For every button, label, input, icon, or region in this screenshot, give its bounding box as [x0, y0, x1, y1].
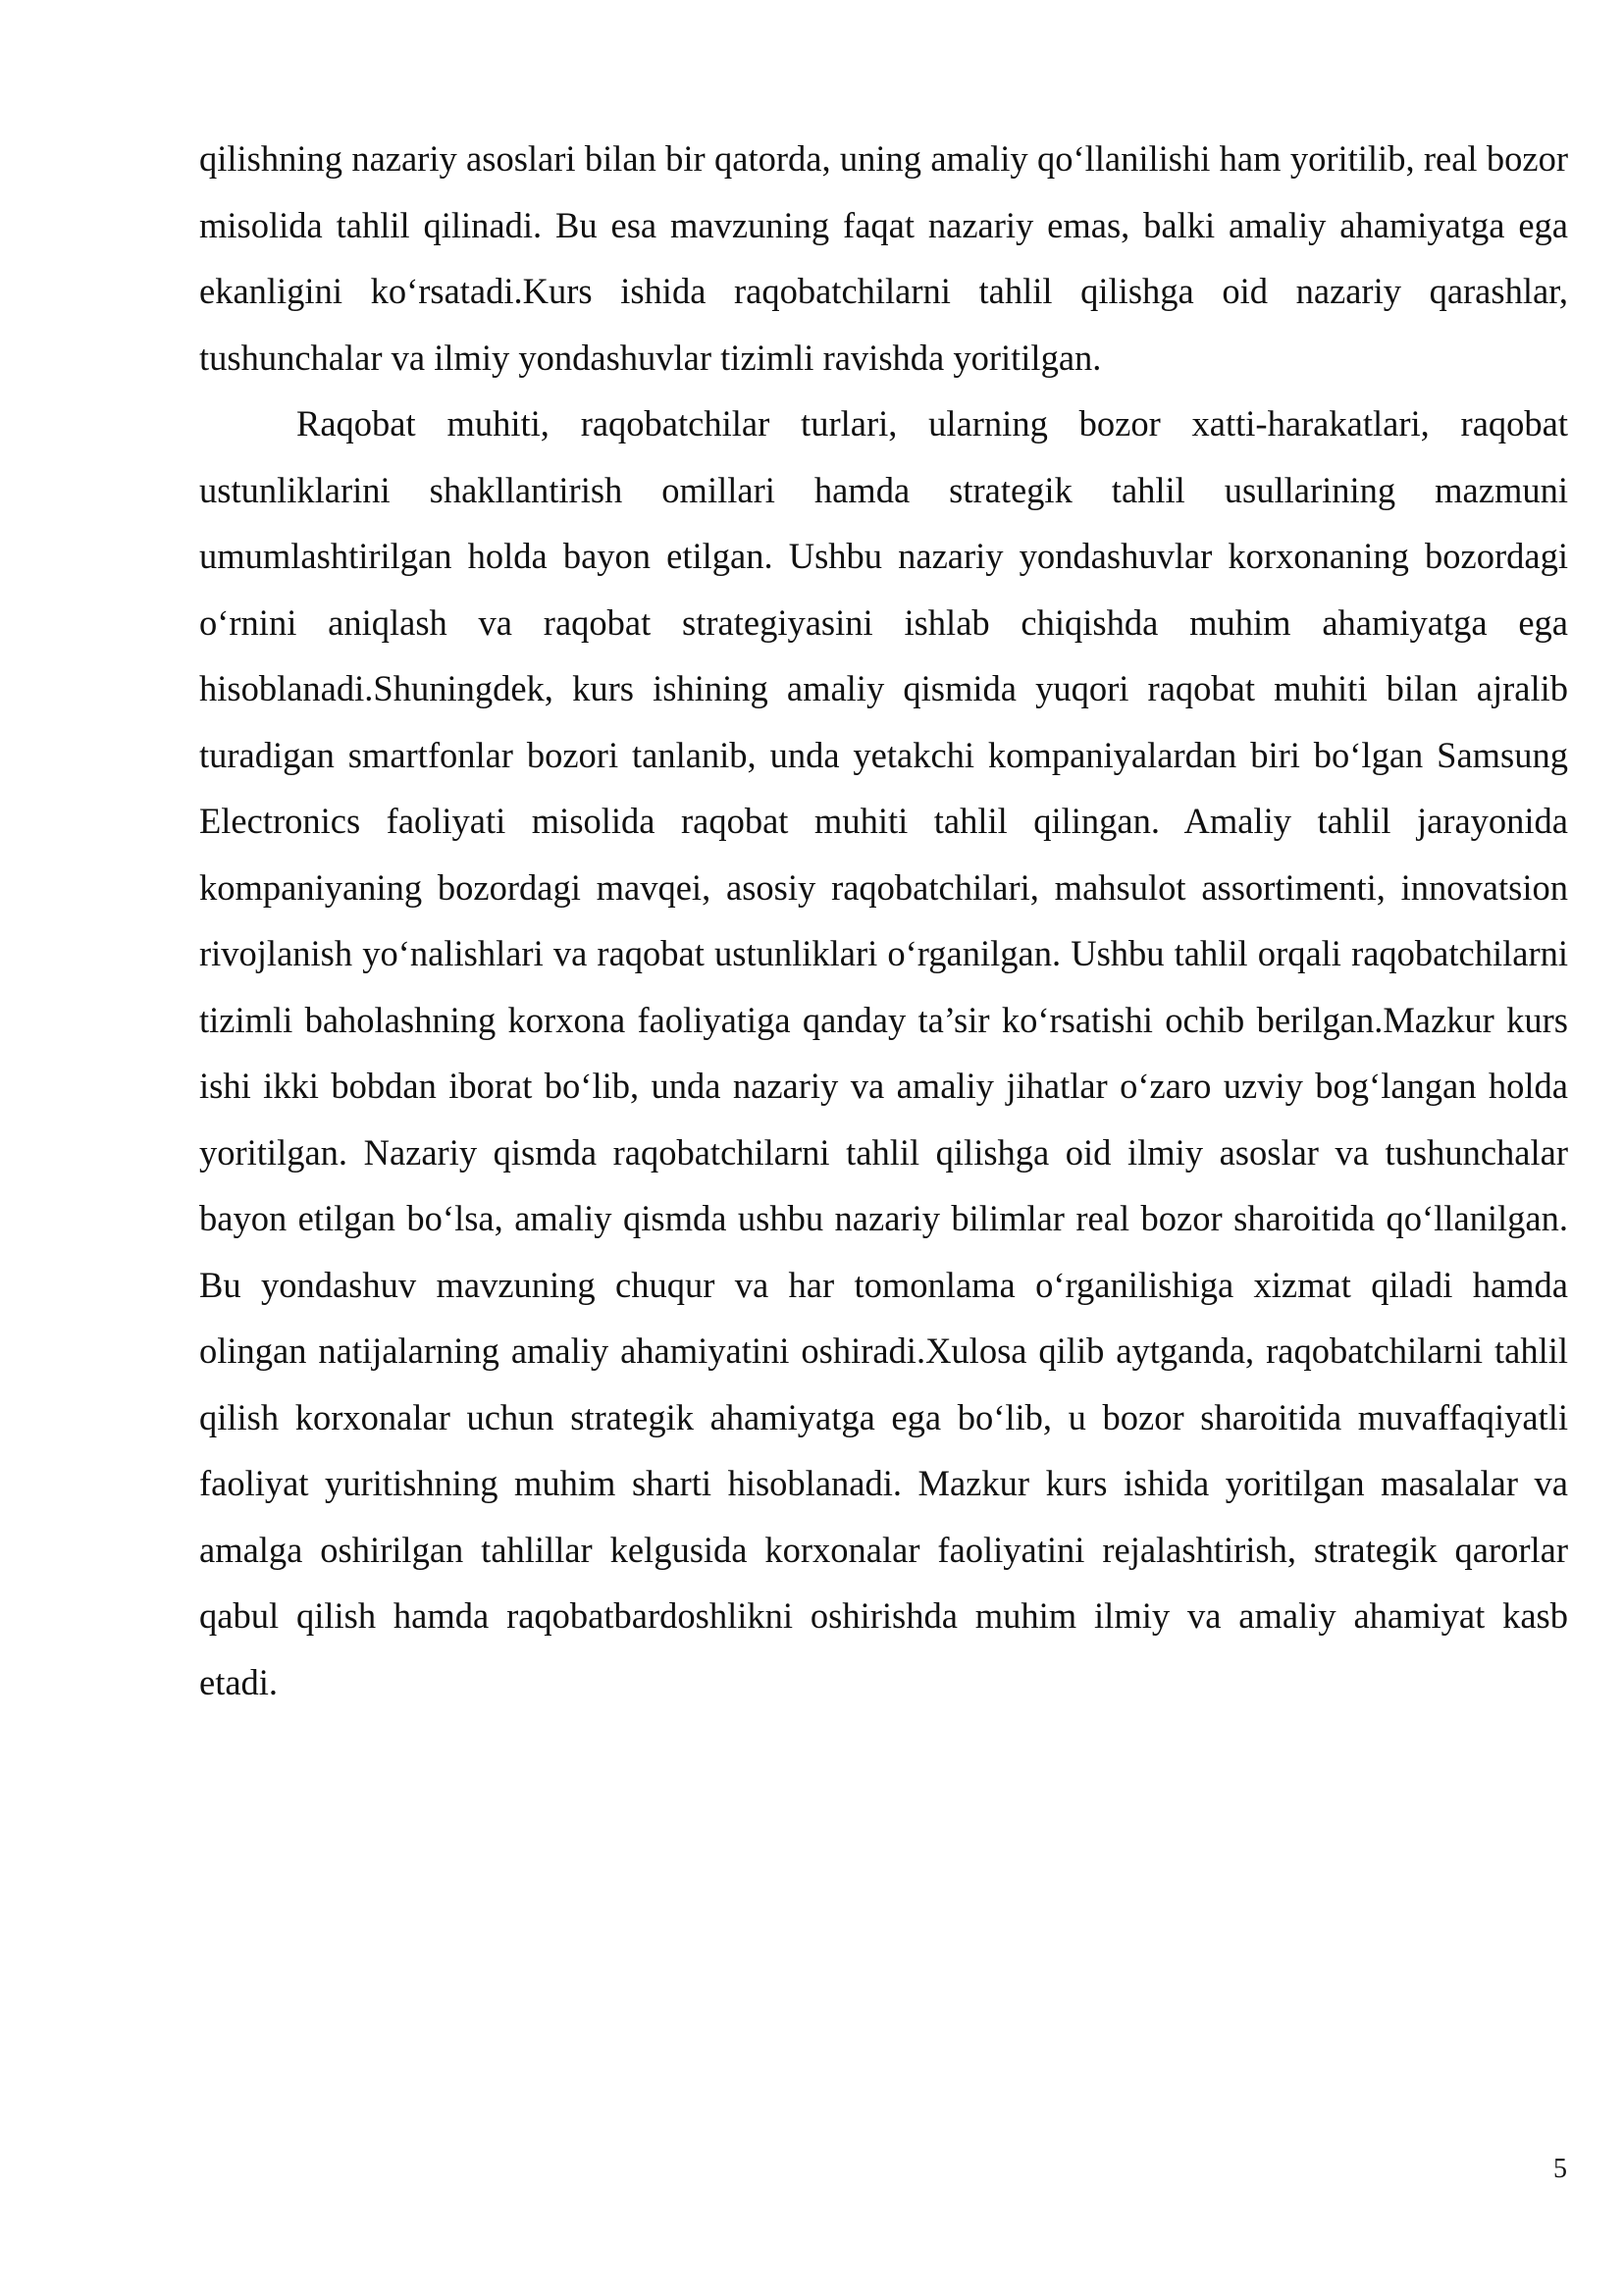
paragraph-continuation: qilishning nazariy asoslari bilan bir qatorda, uning amaliy qo‘llanilishi ham yoritilib, real bozor misolida tahlil qilinadi. Bu esa mavzuning faqat nazariy emas, balki amaliy ahamiyatga ega ekanligini ko‘rsatadi.Kurs ishida raqobatchilarni tahlil qilishga oid nazariy qarashlar, tushunchalar va ilmiy yondashuvlar tizimli ravishda yoritilgan. [199, 138, 1568, 378]
paragraph-main: Raqobat muhiti, raqobatchilar turlari, ularning bozor xatti-harakatlari, raqobat ustunliklarini shakllantirish omillari hamda strategik tahlil usullarining mazmuni umumlashtirilgan holda bayon etilgan. Ushbu nazariy yondashuvlar korxonaning bozordagi o‘rnini aniqlash va raqobat strategiyasini ishlab chiqishda muhim ahamiyatga ega hisoblanadi.Shuningdek, kurs ishining amaliy qismida yuqori raqobat muhiti bilan ajralib turadigan smartfonlar bozori tanlanib, unda yetakchi kompaniyalardan biri bo‘lgan Samsung Electronics faoliyati misolida raqobat muhiti tahlil qilingan. Amaliy tahlil jarayonida kompaniyaning bozordagi mavqei, asosiy raqobatchilari, mahsulot assortimenti, innovatsion rivojlanish yo‘nalishlari va raqobat ustunliklari o‘rganilgan. Ushbu tahlil orqali raqobatchilarni tizimli baholashning korxona faoliyatiga qanday ta’sir ko‘rsatishi ochib berilgan.Mazkur kurs ishi ikki bobdan iborat bo‘lib, unda nazariy va amaliy jihatlar o‘zaro uzviy bog‘langan holda yoritilgan. Nazariy qismda raqobatchilarni tahlil qilishga oid ilmiy asoslar va tushunchalar bayon etilgan bo‘lsa, amaliy qismda ushbu nazariy bilimlar real bozor sharoitida qo‘llanilgan. Bu yondashuv mavzuning chuqur va har tomonlama o‘rganilishiga xizmat qiladi hamda olingan natijalarning amaliy ahamiyatini oshiradi.Xulosa qilib aytganda, raqobatchilarni tahlil qilish korxonalar uchun strategik ahamiyatga ega bo‘lib, u bozor sharoitida muvaffaqiyatli faoliyat yuritishning muhim sharti hisoblanadi. Mazkur kurs ishida yoritilgan masalalar va amalga oshirilgan tahlillar kelgusida korxonalar faoliyatini rejalashtirish, strategik qarorlar qabul qilish hamda raqobatbardoshlikni oshirishda muhim ilmiy va amaliy ahamiyat kasb etadi. [199, 403, 1568, 1702]
body-text [199, 126, 1568, 1715]
page-number: 5 [1553, 2154, 1567, 2184]
